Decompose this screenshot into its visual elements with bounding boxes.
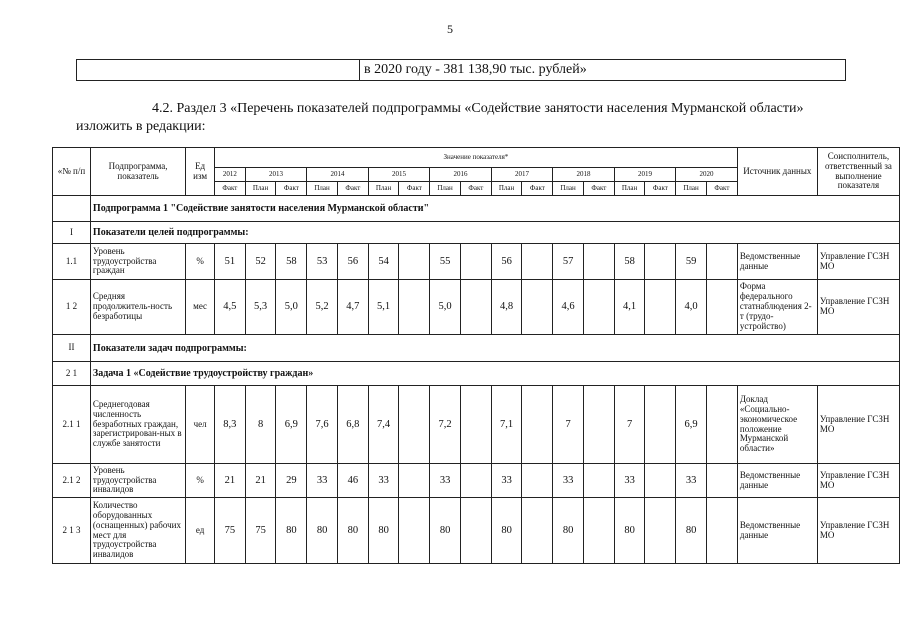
value-cell: 80 — [368, 498, 399, 564]
section-title: Показатели целей подпрограммы: — [90, 222, 899, 244]
year-header: 2020 — [676, 168, 738, 182]
fact-header: Факт — [583, 182, 614, 196]
value-cell — [522, 498, 553, 564]
plan-header: План — [491, 182, 522, 196]
table-row — [53, 498, 900, 564]
year-header: 2016 — [430, 168, 492, 182]
value-cell: 80 — [676, 498, 707, 564]
fact-header: Факт — [399, 182, 430, 196]
value-cell: 8 — [245, 386, 276, 464]
value-cell — [522, 464, 553, 498]
value-cell — [522, 244, 553, 280]
value-cell: 80 — [614, 498, 645, 564]
row-name: Средняя продолжитель-ность безработицы — [90, 280, 185, 335]
value-cell: 80 — [491, 498, 522, 564]
year-header: 2014 — [307, 168, 369, 182]
value-cell: 4,5 — [214, 280, 245, 335]
row-unit: ед — [186, 498, 215, 564]
value-cell — [522, 280, 553, 335]
value-cell — [645, 244, 676, 280]
value-cell — [645, 386, 676, 464]
plan-header: План — [307, 182, 338, 196]
value-cell — [460, 498, 491, 564]
value-cell — [460, 464, 491, 498]
value-cell: 33 — [553, 464, 584, 498]
header-sources: Источник данных — [737, 148, 817, 196]
value-cell: 8,3 — [214, 386, 245, 464]
row-source: Ведомственные данные — [737, 244, 817, 280]
row-source: Форма федерального статнаблюдения 2-т (трудо-устройство) — [737, 280, 817, 335]
row-coexecutor: Управление ГСЗН МО — [817, 498, 899, 564]
row-source: Ведомственные данные — [737, 498, 817, 564]
value-cell — [645, 498, 676, 564]
value-cell: 75 — [245, 498, 276, 564]
row-name: Уровень трудоустройства граждан — [90, 244, 185, 280]
task-num: 2 1 — [53, 362, 91, 386]
table-row — [53, 464, 900, 498]
value-cell — [399, 280, 430, 335]
header-program: Подпрограмма, показатель — [90, 148, 185, 196]
row-name: Среднегодовая численность безработных граждан, зарегистрирован-ных в службе занятости — [90, 386, 185, 464]
value-cell: 21 — [214, 464, 245, 498]
year-header: 2012 — [214, 168, 245, 182]
table-row — [53, 280, 900, 335]
continuation-box — [76, 59, 846, 81]
row-coexecutor: Управление ГСЗН МО — [817, 244, 899, 280]
value-cell — [583, 464, 614, 498]
row-unit: % — [186, 244, 215, 280]
value-cell: 33 — [368, 464, 399, 498]
value-cell: 51 — [214, 244, 245, 280]
value-cell: 5,3 — [245, 280, 276, 335]
value-cell: 4,6 — [553, 280, 584, 335]
row-num: 2 1 3 — [53, 498, 91, 564]
value-cell: 46 — [337, 464, 368, 498]
subprogram-num — [53, 196, 91, 222]
value-cell — [399, 498, 430, 564]
value-cell: 33 — [307, 464, 338, 498]
section-num: II — [53, 335, 91, 362]
fact-header: Факт — [214, 182, 245, 196]
row-unit: мес — [186, 280, 215, 335]
value-cell — [706, 464, 737, 498]
value-cell: 4,7 — [337, 280, 368, 335]
year-header: 2013 — [245, 168, 307, 182]
value-cell — [583, 386, 614, 464]
value-cell: 56 — [337, 244, 368, 280]
value-cell: 58 — [276, 244, 307, 280]
value-cell: 33 — [676, 464, 707, 498]
intro-line-2: изложить в редакции: — [76, 119, 206, 134]
table-row — [53, 244, 900, 280]
value-cell: 5,0 — [276, 280, 307, 335]
header-unit: Ед изм — [186, 148, 215, 196]
value-cell: 5,2 — [307, 280, 338, 335]
value-cell: 21 — [245, 464, 276, 498]
fact-header: Факт — [276, 182, 307, 196]
value-cell — [399, 386, 430, 464]
year-header: 2019 — [614, 168, 676, 182]
row-coexecutor: Управление ГСЗН МО — [817, 280, 899, 335]
fact-header: Факт — [522, 182, 553, 196]
value-cell: 7,2 — [430, 386, 461, 464]
plan-header: План — [676, 182, 707, 196]
task-title: Задача 1 «Содействие трудоустройству граждан» — [90, 362, 899, 386]
value-cell: 7 — [614, 386, 645, 464]
value-cell: 4,8 — [491, 280, 522, 335]
value-cell — [706, 498, 737, 564]
row-num: 1.1 — [53, 244, 91, 280]
value-cell: 57 — [553, 244, 584, 280]
row-num: 1 2 — [53, 280, 91, 335]
value-cell: 6,8 — [337, 386, 368, 464]
box-divider — [359, 60, 360, 80]
value-cell — [706, 386, 737, 464]
row-name: Уровень трудоустройства инвалидов — [90, 464, 185, 498]
header-num: «№ п/п — [53, 148, 91, 196]
value-cell — [583, 498, 614, 564]
table-row — [53, 386, 900, 464]
row-source: Доклад «Социально-экономическое положение Мурманской области» — [737, 386, 817, 464]
row-coexecutor: Управление ГСЗН МО — [817, 464, 899, 498]
value-cell: 52 — [245, 244, 276, 280]
value-cell: 58 — [614, 244, 645, 280]
value-cell: 5,1 — [368, 280, 399, 335]
value-cell: 4,1 — [614, 280, 645, 335]
value-cell: 56 — [491, 244, 522, 280]
value-cell: 7,4 — [368, 386, 399, 464]
plan-header: План — [368, 182, 399, 196]
year-header: 2017 — [491, 168, 553, 182]
row-num: 2.1 2 — [53, 464, 91, 498]
value-cell: 29 — [276, 464, 307, 498]
value-cell — [583, 244, 614, 280]
value-cell — [522, 386, 553, 464]
value-cell — [583, 280, 614, 335]
value-cell — [460, 244, 491, 280]
value-cell — [645, 280, 676, 335]
value-cell: 6,9 — [676, 386, 707, 464]
row-unit: чел — [186, 386, 215, 464]
value-cell: 33 — [491, 464, 522, 498]
indicators-table — [52, 147, 900, 564]
section-title: Показатели задач подпрограммы: — [90, 335, 899, 362]
value-cell: 80 — [553, 498, 584, 564]
section-num: I — [53, 222, 91, 244]
page-number: 5 — [447, 22, 453, 36]
value-cell: 4,0 — [676, 280, 707, 335]
value-cell: 6,9 — [276, 386, 307, 464]
value-cell: 80 — [337, 498, 368, 564]
value-cell — [645, 464, 676, 498]
fact-header: Факт — [706, 182, 737, 196]
year-header: 2018 — [553, 168, 615, 182]
value-cell — [706, 280, 737, 335]
value-cell — [706, 244, 737, 280]
value-cell: 59 — [676, 244, 707, 280]
value-cell: 80 — [307, 498, 338, 564]
intro-line-1: 4.2. Раздел 3 «Перечень показателей подпрограммы «Содействие занятости населения Мурманской области» — [152, 101, 804, 116]
fact-header: Факт — [645, 182, 676, 196]
plan-header: План — [430, 182, 461, 196]
value-cell: 7,1 — [491, 386, 522, 464]
row-name: Количество оборудованных (оснащенных) рабочих мест для трудоустройства инвалидов — [90, 498, 185, 564]
value-cell: 33 — [430, 464, 461, 498]
value-cell: 55 — [430, 244, 461, 280]
fact-header: Факт — [337, 182, 368, 196]
value-cell: 7,6 — [307, 386, 338, 464]
value-cell: 7 — [553, 386, 584, 464]
value-cell: 54 — [368, 244, 399, 280]
value-cell — [399, 464, 430, 498]
value-cell — [399, 244, 430, 280]
plan-header: План — [614, 182, 645, 196]
header-value: Значение показателя* — [214, 148, 737, 168]
value-cell: 80 — [276, 498, 307, 564]
value-cell — [460, 386, 491, 464]
value-cell: 80 — [430, 498, 461, 564]
row-unit: % — [186, 464, 215, 498]
value-cell: 75 — [214, 498, 245, 564]
funding-text: в 2020 году - 381 138,90 тыс. рублей» — [364, 62, 587, 77]
subprogram-title: Подпрограмма 1 "Содействие занятости населения Мурманской области" — [90, 196, 899, 222]
value-cell: 33 — [614, 464, 645, 498]
row-num: 2.1 1 — [53, 386, 91, 464]
plan-header: План — [245, 182, 276, 196]
row-source: Ведомственные данные — [737, 464, 817, 498]
header-coexecutor: Соисполнитель, ответственный за выполнение показателя — [817, 148, 899, 196]
row-coexecutor: Управление ГСЗН МО — [817, 386, 899, 464]
plan-header: План — [553, 182, 584, 196]
value-cell — [460, 280, 491, 335]
value-cell: 5,0 — [430, 280, 461, 335]
year-header: 2015 — [368, 168, 430, 182]
fact-header: Факт — [460, 182, 491, 196]
value-cell: 53 — [307, 244, 338, 280]
